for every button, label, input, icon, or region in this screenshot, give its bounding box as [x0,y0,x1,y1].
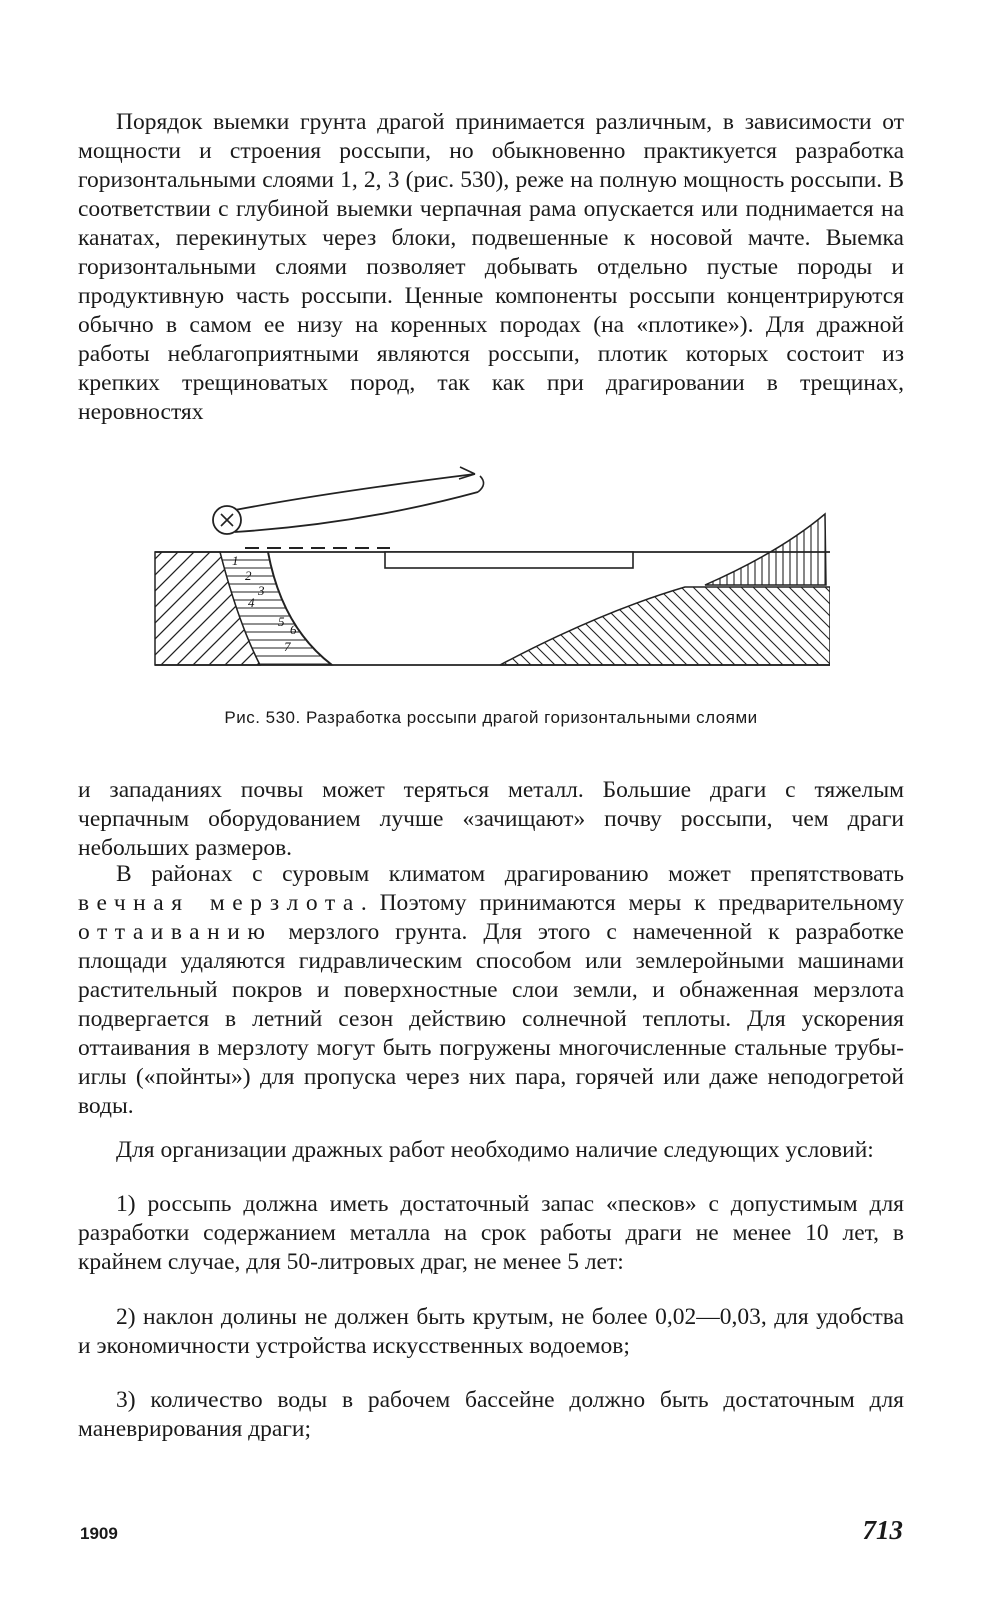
paragraph-metal-loss: и западаниях почвы может теряться металл. Большие драги с тяжелым черпачным оборудованием лучше «зачищают» почву россыпи, чем драги небольших размеров. [78,777,904,861]
text-run: мерзлого грунта. Для этого с намеченной к разработке площади удаляются гидравлическим способом или землеройными машинами растительный покров и поверхностные слои земли, и обнаженная мерзлота подвергается в летний сезон действию солнечной теплоты. Для ускорения оттаивания в мерзлоту могут быть погружены многочисленные стальные трубы-иглы («пойнты») для пропуска через них пара, горячей или даже неподогретой воды. [78,919,904,1119]
layer-label: 4 [248,595,255,610]
layer-label: 1 [232,553,239,568]
lower-tumbler-icon [213,506,241,534]
text-run: В районах с суровым климатом драгированию может препятствовать [116,861,904,887]
paragraph-permafrost [78,860,904,1121]
figure-530-dredge-diagram [150,452,830,677]
list-item: 1) россыпь должна иметь достаточный запас «песков» с допустимым для разработки содержанием металла на срок работы драги не менее 10 лет, в крайнем случае, для 50-литровых драг, не менее 5 лет: [78,1191,904,1275]
layer-label: 6 [290,622,297,637]
paragraph-conditions-intro: Для организации дражных работ необходимо наличие следующих условий: [116,1137,874,1163]
stacker-pile [705,514,826,585]
list-item: 3) количество воды в рабочем бассейне должно быть достаточным для маневрирования драги; [78,1387,904,1442]
bucket-ladder [235,467,484,532]
list-item: 2) наклон долины не должен быть крутым, не более 0,02—0,03, для удобства и экономичности устройства искусственных водоемов; [78,1304,904,1359]
figure-caption: Рис. 530. Разработка россыпи драгой горизонтальными слоями [224,708,758,727]
layer-label: 2 [245,568,252,583]
emphasis-permafrost: вечная мерзлота [78,890,361,916]
emphasis-thawing: оттаиванию [78,919,273,945]
print-signature: 1909 [80,1524,118,1543]
page-number: 713 [862,1515,903,1545]
layer-label: 3 [258,583,265,598]
text-run: . Поэтому принимаются меры к предварительному [360,890,904,916]
tailings-slope [500,587,830,665]
paragraph-dredging-order: Порядок выемки грунта драгой принимается различным, в зависимости от мощности и строения россыпи, но обыкновенно практикуется разработка горизонтальными слоями 1, 2, 3 (рис. 530), реже на полную мощность россыпи. В соответствии с глубиной выемки черпачная рама опускается или поднимается на канатах, перекинутых через блоки, подвешенные к носовой мачте. Выемка горизонтальными слоями позволяет добывать отдельно пустые породы и продуктивную часть россыпи. Ценные компоненты россыпи концентрируются обычно в самом ее низу на коренных породах (на «плотике»). Для дражной работы неблагоприятными являются россыпи, плотик которых состоит из крепких трещиноватых пород, так как при драгировании в трещинах, неровностях [78,109,904,425]
layer-label: 7 [284,639,291,654]
layer-label: 5 [278,614,285,629]
dredge-pontoon [385,552,633,568]
